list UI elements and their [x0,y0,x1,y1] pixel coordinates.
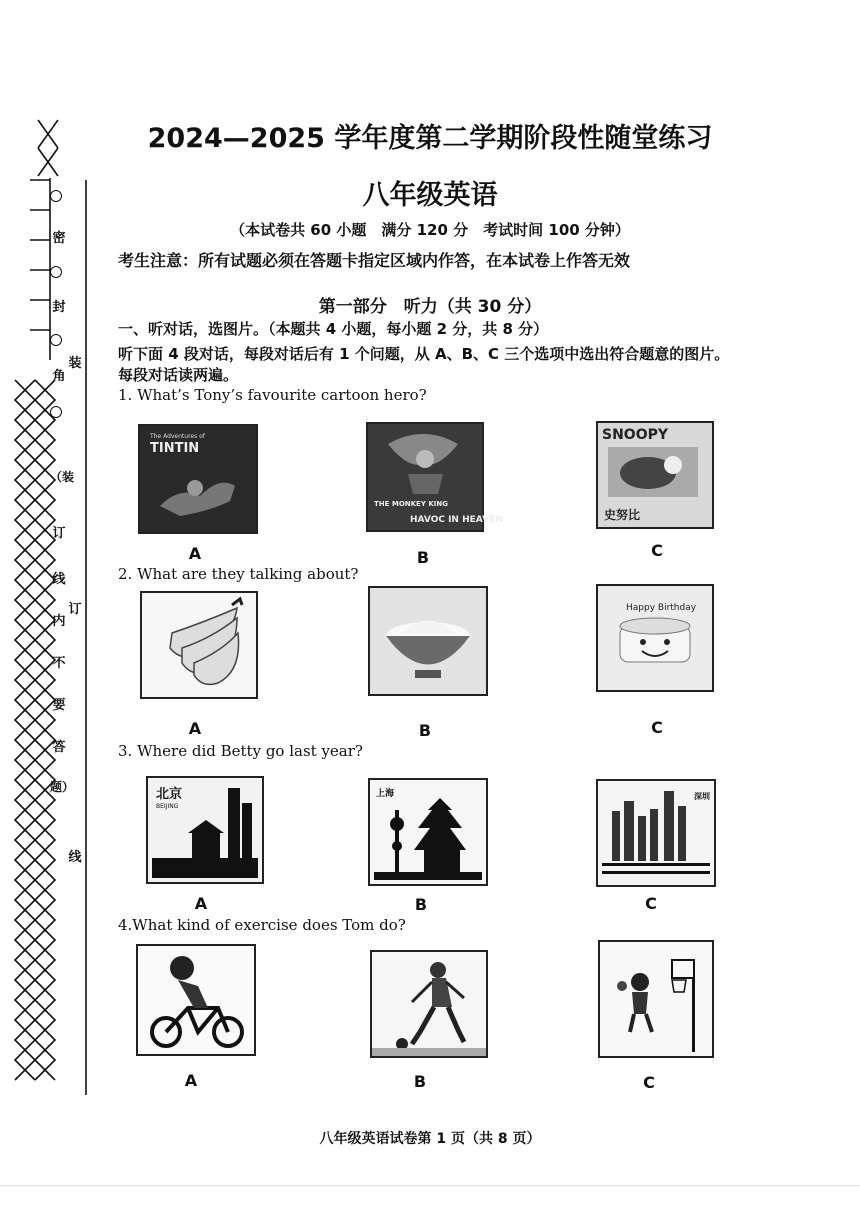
margin-char: （装 [50,470,75,484]
city-label: 深圳 [694,792,710,801]
basketball-image [598,940,714,1058]
tintin-poster-image [138,424,258,534]
instruction-line: 每段对话读两遍。 [118,366,239,384]
city-label: 北京 [156,787,183,802]
page-footer: 八年级英语试卷第 1 页（共 8 页） [319,1131,541,1147]
cycling-image [136,944,256,1056]
margin-char-right: 装 [68,356,82,371]
margin-circle [50,266,62,278]
cake-text: Happy Birthday [626,603,697,613]
option-a-label: A [188,719,202,738]
margin-char: 封 [52,300,66,315]
margin-circle [50,406,62,418]
exam-info: （本试卷共 60 小题 满分 120 分 考试时间 100 分钟） [230,221,630,239]
margin-char: 不 [52,656,66,671]
option-c-label: C [645,894,657,913]
option-a-label: A [184,1071,198,1090]
poster-caption: The Adventures of [150,433,205,440]
margin-char: 题） [50,780,75,794]
option-b-label: B [414,895,428,914]
option-a-label: A [194,894,208,913]
rice-bowl-image [368,586,488,696]
poster-title: SNOOPY [602,427,669,443]
poster-title: TINTIN [150,441,200,456]
margin-char: 密 [52,231,66,246]
option-b-label: B [416,548,430,567]
poster-title: THE MONKEY KING [374,500,448,508]
margin-circle [50,334,62,346]
shanghai-skyline-image [368,778,488,886]
exam-subtitle: 八年级英语 [362,180,498,211]
city-caption: BEIJING [156,803,179,810]
poster-caption: 史努比 [604,508,641,522]
shenzhen-skyline-image [596,779,716,887]
monkey-king-poster-image [366,422,503,532]
option-b-label: B [413,1072,427,1091]
bottom-rule [0,1185,860,1186]
part-heading: 第一部分 听力（共 30 分） [318,297,542,317]
option-c-label: C [651,718,663,737]
question-1: 1. What’s Tony’s favourite cartoon hero? [118,386,427,404]
snoopy-poster-image [596,421,714,529]
option-c-label: C [651,541,663,560]
margin-char-right: 线 [68,850,82,865]
question-3: 3. Where did Betty go last year? [118,742,363,760]
option-a-label: A [188,544,202,563]
beijing-skyline-image [146,776,264,884]
question-2: 2. What are they talking about? [118,565,359,583]
birthday-cake-image [596,584,714,692]
option-b-label: B [418,721,432,740]
poster-caption: HAVOC IN HEAVEN [410,515,503,525]
section-heading: 一、听对话，选图片。（本题共 4 小题，每小题 2 分，共 8 分） [118,320,549,338]
exam-notice: 考生注意：所有试题必须在答题卡指定区域内作答，在本试卷上作答无效 [118,251,631,270]
margin-char: 答 [52,740,66,755]
margin-char: 角 [52,369,66,384]
question-4: 4.What kind of exercise does Tom do? [118,916,406,934]
margin-char: 订 [52,526,66,541]
city-label: 上海 [376,789,395,799]
instruction-line: 听下面 4 段对话，每段对话后有 1 个问题，从 A、B、C 三个选项中选出符合题意的图片。 [118,345,730,363]
exam-title: 2024—2025 学年度第二学期阶段性随堂练习 [147,123,713,154]
bananas-image [140,591,258,699]
margin-char: 线 [52,572,66,587]
margin-char-right: 订 [68,602,82,617]
football-image [370,950,488,1058]
margin-char: 内 [52,614,66,629]
margin-char: 要 [52,698,66,713]
option-c-label: C [643,1073,655,1092]
